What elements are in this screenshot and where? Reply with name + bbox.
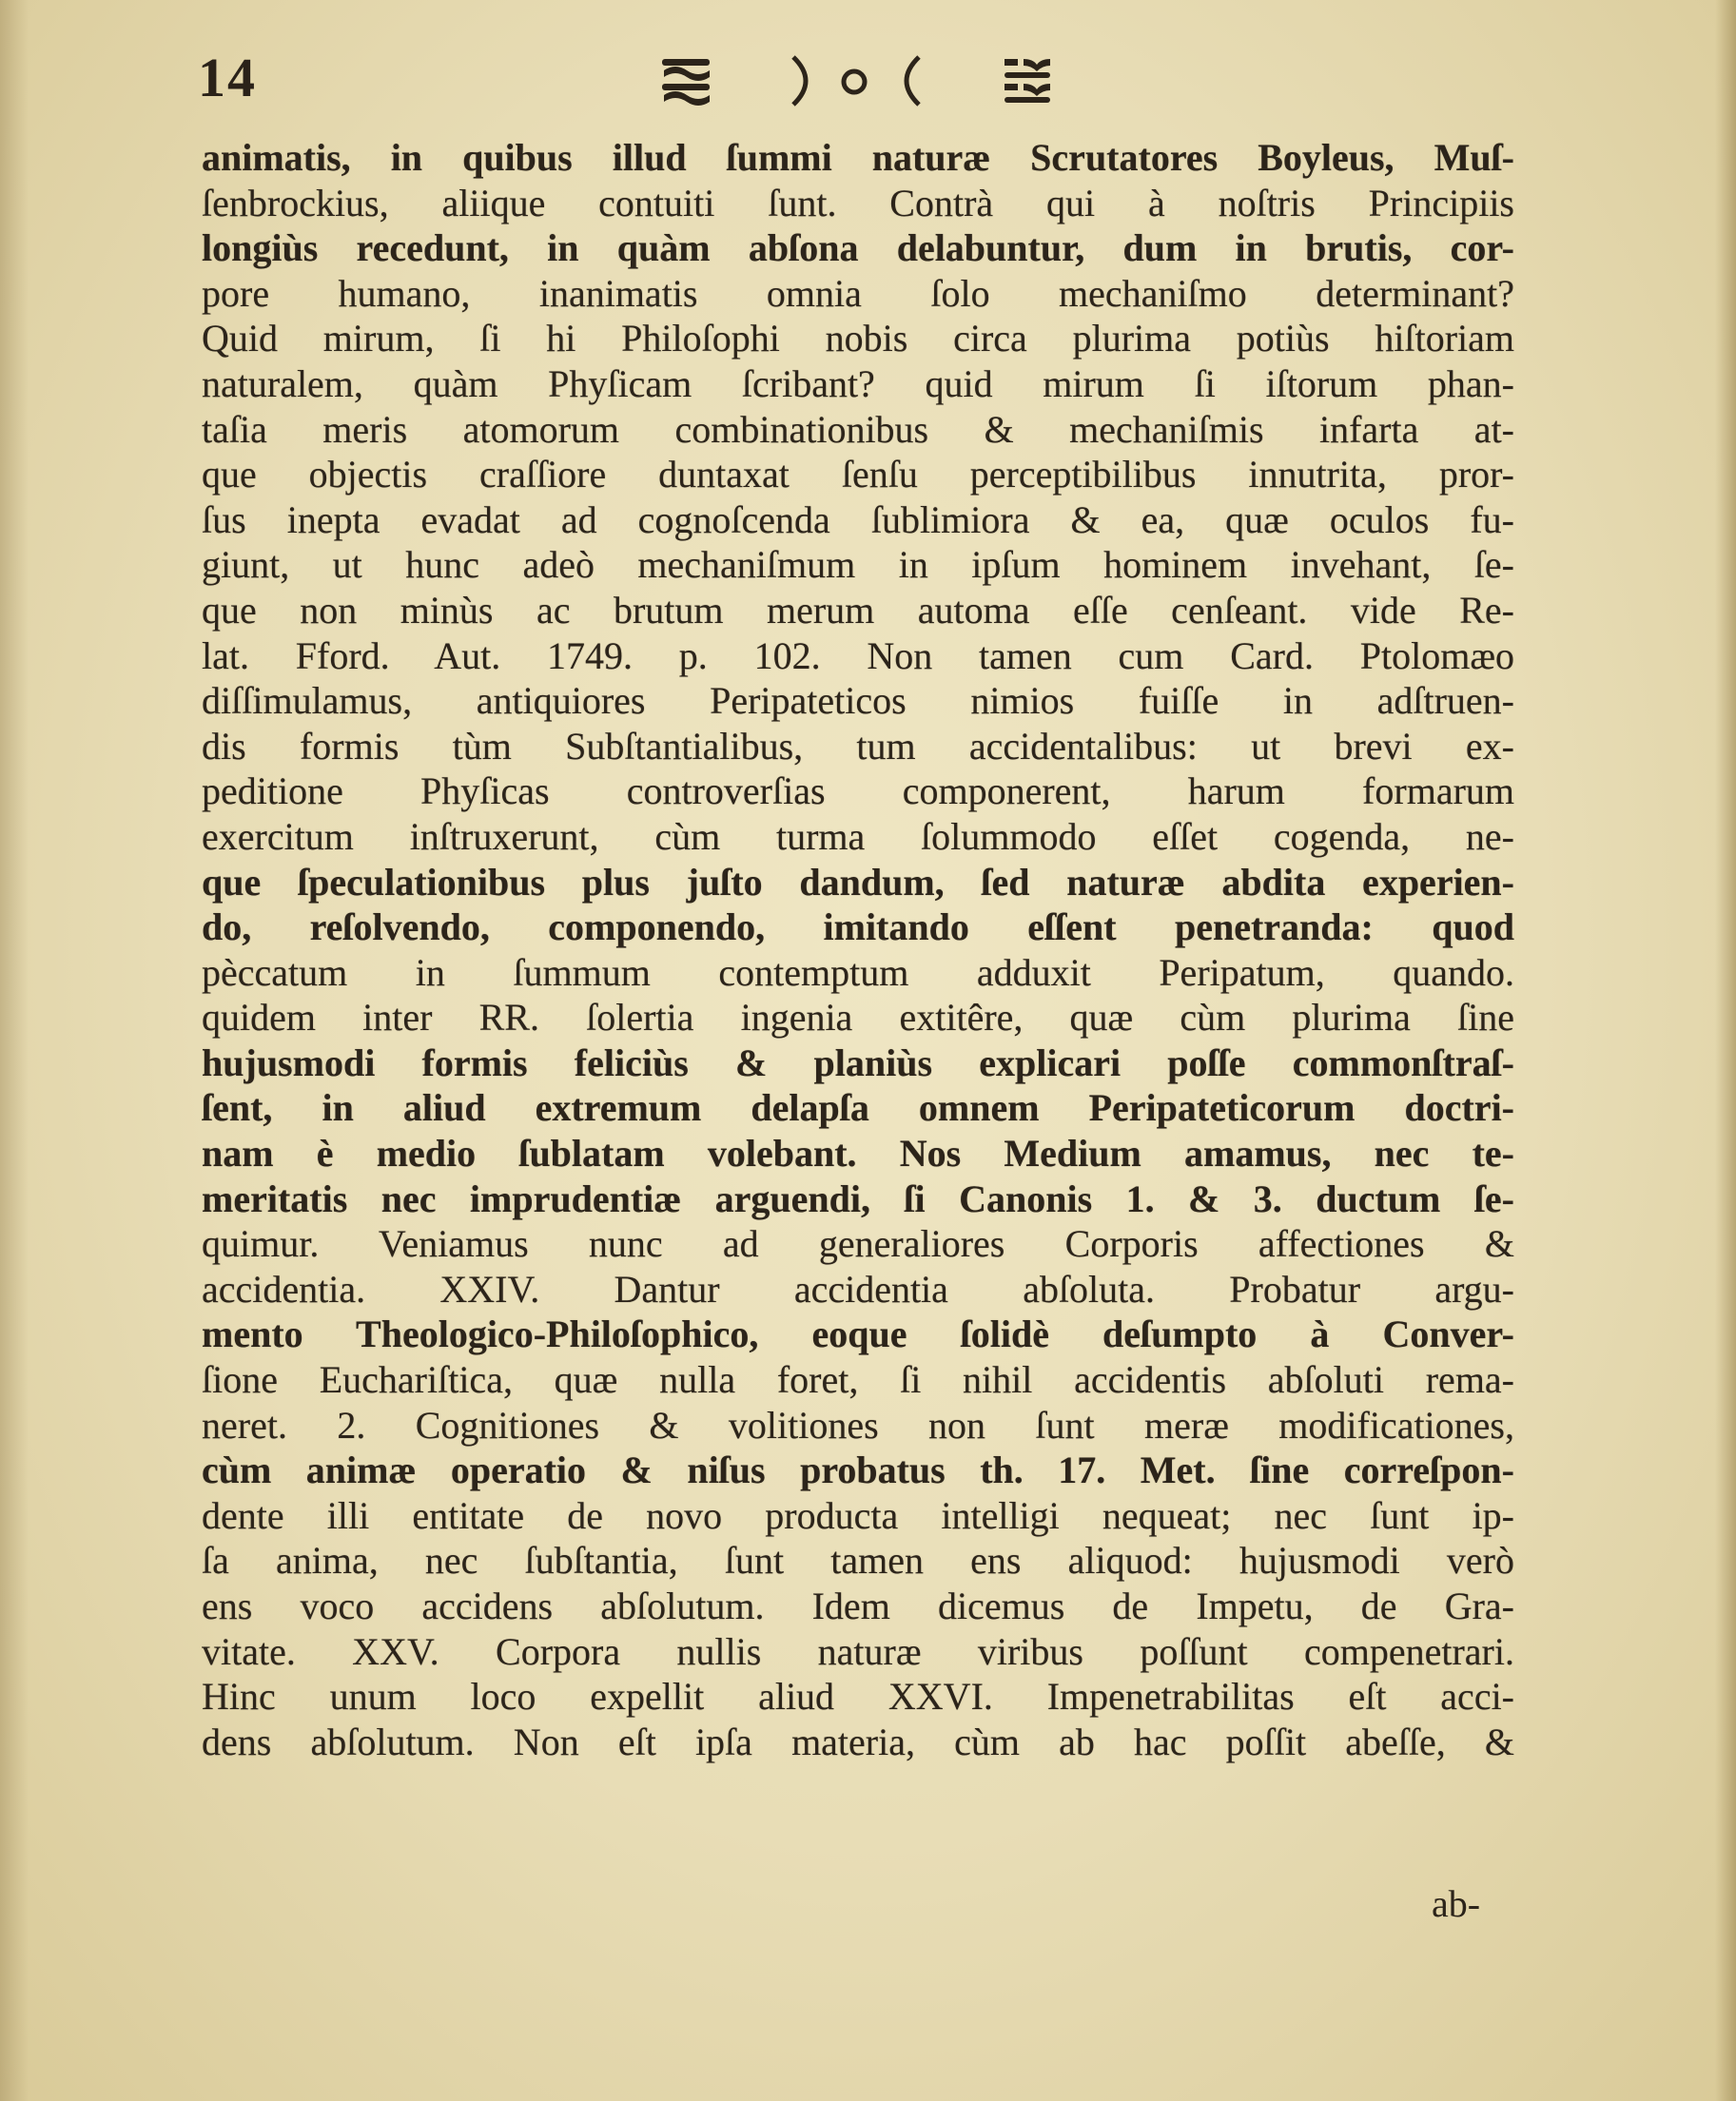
text-line: Quid mirum, ſi hi Philoſophi nobis circa plurima potiùs hiſtoriam [202, 317, 1514, 360]
ornament-center [793, 57, 919, 105]
text-line: naturalem, quàm Phyſicam ſcribant? quid mirum ſi iſtorum phan- [202, 361, 1514, 405]
text-line: pore humano, inanimatis omnia ſolo mechaniſmo determinant? [202, 271, 1514, 315]
text-line: vitate. XXV. Corpora nullis naturæ viribus poſſunt compenetrari. [202, 1629, 1514, 1673]
text-line: mento Theologico-Philoſophico, eoque ſolidè deſumpto à Conver- [202, 1313, 1514, 1356]
page-edge [1715, 0, 1736, 2101]
text-line: diſſimulamus, antiquiores Peripateticos nimios fuiſſe in adſtruen- [202, 679, 1514, 723]
text-line: que non minùs ac brutum merum automa eſſe cenſeant. vide Re- [202, 588, 1514, 632]
text-line: giunt, ut hunc adeò mechaniſmum in ipſum hominem invehant, ſe- [202, 543, 1514, 587]
text-line: que ſpeculationibus plus juſto dandum, ſed naturæ abdita experien- [202, 860, 1514, 904]
text-line: quidem inter RR. ſolertia ingenia extitêre, quæ cùm plurima ſine [202, 996, 1514, 1040]
text-line: hujusmodi formis feliciùs & planiùs explicari poſſe commonſtraſ- [202, 1041, 1514, 1084]
text-line: accidentia. XXIV. Dantur accidentia abſoluta. Probatur argu- [202, 1267, 1514, 1311]
text-line: pèccatum in ſummum contemptum adduxit Peripatum, quando. [202, 950, 1514, 994]
text-line: ſa anima, nec ſubſtantia, ſunt tamen ens aliquod: hujusmodi verò [202, 1539, 1514, 1583]
page-number: 14 [198, 47, 257, 108]
text-line: meritatis nec imprudentiæ arguendi, ſi Canonis 1. & 3. ductum ſe- [202, 1177, 1514, 1220]
text-line: que objectis craſſiore duntaxat ſenſu perceptibilibus innutrita, pror- [202, 453, 1514, 496]
text-line: exercitum inſtruxerunt, cùm turma ſolummodo eſſet cogenda, ne- [202, 814, 1514, 858]
text-line: taſia meris atomorum combinationibus & mechaniſmis infarta at- [202, 407, 1514, 451]
body-text [202, 135, 1514, 1764]
text-line: nam è medio ſublatam volebant. Nos Medium amamus, nec te- [202, 1132, 1514, 1176]
text-line: ſione Euchariſtica, quæ nulla foret, ſi nihil accidentis abſoluti rema- [202, 1358, 1514, 1402]
text-line: dente illi entitate de novo producta intelligi nequeat; nec ſunt ip- [202, 1493, 1514, 1537]
binding-shadow [0, 0, 29, 2101]
text-line: cùm animæ operatio & niſus probatus th. 17. Met. ſine correſpon- [202, 1449, 1514, 1492]
text-line: longiùs recedunt, in quàm abſona delabuntur, dum in brutis, cor- [202, 226, 1514, 270]
text-line: dens abſolutum. Non eſt ipſa materia, cùm ab hac poſſit abeſſe, & [202, 1720, 1514, 1763]
header-ornament [662, 48, 1109, 114]
text-line: ſenbrockius, aliique contuiti ſunt. Contrà qui à noſtris Principiis [202, 181, 1514, 224]
text-line: animatis, in quibus illud ſummi naturæ Scrutatores Boyleus, Muſ- [202, 136, 1514, 179]
ornament-right-icon [1005, 59, 1050, 103]
ornament-left-icon [662, 59, 710, 106]
text-line: ens voco accidens abſolutum. Idem dicemus de Impetu, de Gra- [202, 1585, 1514, 1627]
text-line: Hinc unum loco expellit aliud XXVI. Impenetrabilitas eſt acci- [202, 1675, 1514, 1719]
text-line: neret. 2. Cognitiones & volitiones non ſunt meræ modificationes, [202, 1403, 1514, 1447]
page-header [198, 38, 1511, 124]
text-line: quimur. Veniamus nunc ad generaliores Corporis affectiones & [202, 1222, 1514, 1266]
text-line: ſent, in aliud extremum delapſa omnem Peripateticorum doctri- [202, 1086, 1514, 1130]
text-line: dis formis tùm Subſtantialibus, tum accidentalibus: ut brevi ex- [202, 724, 1514, 768]
text-line: ſus inepta evadat ad cognoſcenda ſublimiora & ea, quæ oculos fu- [202, 497, 1514, 541]
text-line: lat. Fford. Aut. 1749. p. 102. Non tamen cum Card. Ptolomæo [202, 633, 1514, 677]
catchword: ab- [1432, 1882, 1481, 1925]
text-line: do, reſolvendo, componendo, imitando eſſent penetranda: quod [202, 905, 1514, 949]
text-line: peditione Phyſicas controverſias componerent, harum formarum [202, 769, 1514, 813]
